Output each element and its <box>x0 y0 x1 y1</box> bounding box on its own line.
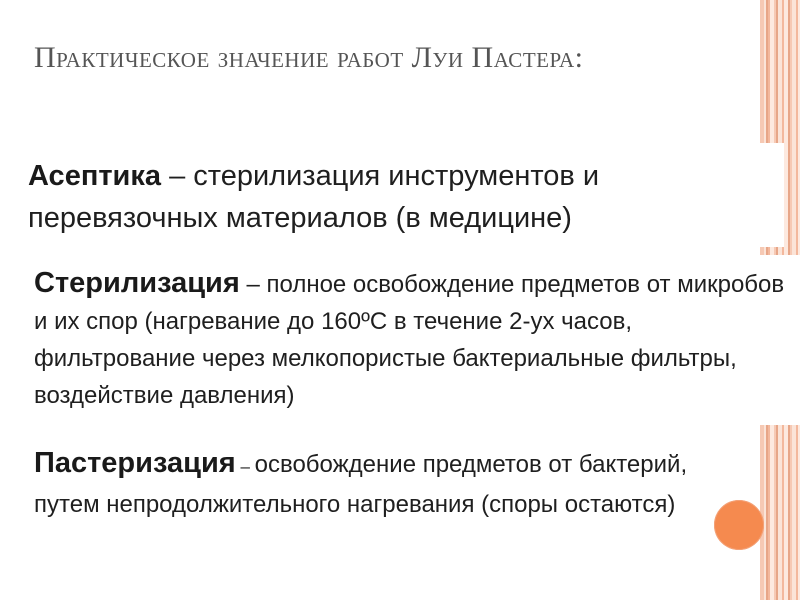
asepsis-definition: – стерилизация инструментов и перевязочных материалов (в медицине) <box>28 160 600 234</box>
asepsis-term: Асептика <box>28 160 162 192</box>
pasteurization-dash: – <box>235 457 255 476</box>
orange-circle-icon <box>714 500 764 550</box>
asepsis-paragraph <box>28 155 768 239</box>
slide-title: Практическое значение работ Луи Пастера: <box>34 41 584 74</box>
pasteurization-paragraph <box>34 444 714 524</box>
pasteurization-term: Пастеризация <box>34 447 236 479</box>
sterilization-definition: – полное освобождение предметов от микробов и их спор (нагревание до 160ºС в течение 2-ух часов, фильтрование через мелкопористые бактериальные фильтры, воздействие давления) <box>34 271 785 409</box>
sterilization-term: Стерилизация <box>34 267 240 299</box>
sterilization-paragraph <box>34 265 794 414</box>
pasteurization-definition: освобождение предметов от бактерий, путем непродолжительного нагревания (споры остаются) <box>34 451 688 518</box>
